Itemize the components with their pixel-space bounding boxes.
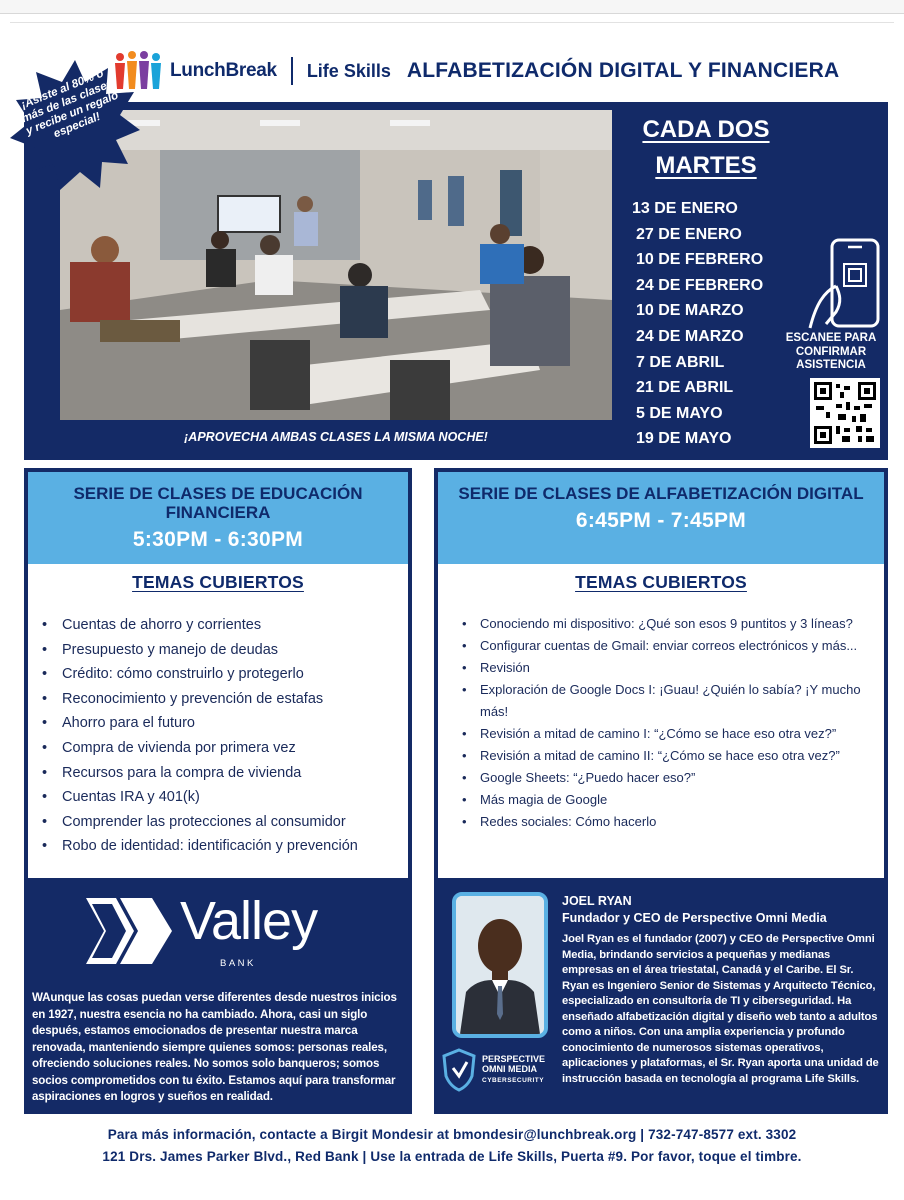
address-line: 121 Drs. James Parker Blvd., Red Bank | Use la entrada de Life Skills, Puerta #9. Por favor, toque el timbre. bbox=[102, 1149, 802, 1164]
list-item: • Exploración de Google Docs I: ¡Guau! ¿Quién lo sabía? ¡Y mucho más! bbox=[480, 679, 872, 723]
digital-topics-title: TEMAS CUBIERTOS bbox=[575, 572, 747, 592]
pom-logo-line2: OMNI MEDIA bbox=[482, 1064, 537, 1074]
financial-series-time: 5:30PM - 6:30PM bbox=[132, 528, 304, 551]
pom-logo-line1: PERSPECTIVE bbox=[482, 1054, 546, 1064]
phone-scan-icon bbox=[806, 238, 882, 330]
schedule-heading bbox=[636, 112, 776, 184]
tagline: ¡APROVECHA AMBAS CLASES LA MISMA NOCHE! bbox=[184, 430, 488, 444]
digital-series-time: 6:45PM - 7:45PM bbox=[575, 509, 747, 532]
date-item: 19 DE MAYO bbox=[636, 430, 732, 448]
sponsor-panel bbox=[24, 880, 412, 1114]
valley-bank-name: Valley bbox=[180, 891, 318, 951]
presenter-portrait bbox=[456, 896, 544, 1034]
program-name: Life Skills bbox=[306, 60, 391, 81]
list-item: • Revisión bbox=[480, 657, 872, 679]
list-item: • Conociendo mi dispositivo: ¿Qué son esos 9 puntitos y 3 líneas? bbox=[480, 613, 872, 635]
list-item: • Revisión a mitad de camino I: “¿Cómo se hace eso otra vez?” bbox=[480, 723, 872, 745]
list-item: • Configurar cuentas de Gmail: enviar correos electrónicos y más... bbox=[480, 635, 872, 657]
list-item: • Reconocimiento y prevención de estafas bbox=[62, 687, 408, 712]
valley-bank-logo-icon bbox=[86, 894, 172, 968]
list-item: • Más magia de Google bbox=[480, 789, 872, 811]
list-item: • Crédito: cómo construirlo y protegerlo bbox=[62, 662, 408, 687]
classroom-photo-image bbox=[60, 110, 612, 420]
date-item: 5 DE MAYO bbox=[636, 404, 723, 422]
frame-divider bbox=[10, 22, 894, 23]
classroom-photo bbox=[60, 110, 612, 420]
valley-bank-description: WAunque las cosas puedan verse diferentes desde nuestros inicios en 1927, nuestra esencia no ha cambiado. Ahora, casi un siglo después, estamos emocionados de presentar nuestra marca renovada, manteniendo siempre quienes somos: personas reales, ofreciendo soluciones reales. No somos solo banqueros; somos socios comprometidos con tu éxito. Estamos aquí para transformar aspiraciones en logros y sueños en realidad. bbox=[32, 991, 397, 1103]
date-item: 24 DE MARZO bbox=[636, 327, 744, 345]
digital-series-panel bbox=[434, 468, 888, 882]
digital-series-title: SERIE DE CLASES DE ALFABETIZACIÓN DIGITAL bbox=[458, 484, 864, 503]
list-item: • Compra de vivienda por primera vez bbox=[62, 736, 408, 761]
list-item: • Cuentas IRA y 401(k) bbox=[62, 785, 408, 810]
date-item: 27 DE ENERO bbox=[636, 225, 742, 243]
list-item: • Comprender las protecciones al consumidor bbox=[62, 810, 408, 835]
qr-code[interactable] bbox=[810, 378, 880, 448]
list-item: • Revisión a mitad de camino II: “¿Cómo se hace eso otra vez?” bbox=[480, 745, 872, 767]
financial-topics-box bbox=[28, 564, 408, 878]
digital-topics-list bbox=[480, 613, 872, 833]
financial-series-header bbox=[28, 472, 408, 564]
pom-logo-text bbox=[482, 1054, 545, 1086]
date-item: 21 DE ABRIL bbox=[636, 379, 734, 397]
contact-line: Para más información, contacte a Birgit Mondesir at bmondesir@lunchbreak.org | 732-747-8577 ext. 3302 bbox=[107, 1127, 797, 1142]
date-item: 10 DE FEBRERO bbox=[636, 251, 764, 269]
schedule-panel bbox=[24, 102, 888, 460]
qr-code-icon bbox=[814, 382, 876, 444]
list-item: • Recursos para la compra de vivienda bbox=[62, 761, 408, 786]
date-item: 10 DE MARZO bbox=[636, 302, 744, 320]
brand-name: LunchBreak bbox=[170, 60, 277, 81]
date-item: 13 DE ENERO bbox=[632, 200, 738, 217]
financial-series-title: SERIE DE CLASES DE EDUCACIÓN FINANCIERA bbox=[73, 484, 363, 522]
page-title: ALFABETIZACIÓN DIGITAL Y FINANCIERA bbox=[406, 59, 840, 82]
schedule-heading-line1: CADA DOS bbox=[642, 116, 770, 143]
list-item: • Robo de identidad: identificación y prevención bbox=[62, 834, 408, 859]
digital-topics-box bbox=[438, 564, 884, 878]
presenter-role: Fundador y CEO de Perspective Omni Media bbox=[562, 911, 827, 925]
header bbox=[112, 46, 892, 96]
presenter-photo bbox=[452, 892, 548, 1038]
presenter-panel bbox=[434, 880, 888, 1114]
financial-topics-title: TEMAS CUBIERTOS bbox=[132, 572, 304, 592]
date-list bbox=[632, 196, 796, 452]
list-item: • Redes sociales: Cómo hacerlo bbox=[480, 811, 872, 833]
financial-topics-list bbox=[62, 613, 408, 859]
digital-series-header bbox=[438, 472, 884, 564]
scan-instructions: ESCANEE PARA CONFIRMAR ASISTENCIA bbox=[785, 332, 877, 371]
presenter-bio: Joel Ryan es el fundador (2007) y CEO de Perspective Omni Media, brindando servicios a pequeñas y medianas empresas en el área triestatal, Canadá y el Caribe. El Sr. Ryan es Ingeniero Senior de Sistemas y Arquitecto Técnico, especializado en consultoría de TI y ciberseguridad. Ha enseñado alfabetización digital y diseño web tanto a adultos como a niños. Con una amplia experiencia y profundo conocimiento de numerosos sistemas operativos, aplicaciones y plataformas, el Sr. Ryan aporta una unidad de instrucción basada en tecnología al programa Life Skills. bbox=[562, 933, 879, 1085]
date-item: 24 DE FEBRERO bbox=[636, 276, 764, 294]
starburst-text: ¡Asiste al 80% o más de las clases y recibe un regalo especial! bbox=[19, 67, 121, 141]
pom-logo-line3: CYBERSECURITY bbox=[482, 1077, 545, 1084]
list-item: • Ahorro para el futuro bbox=[62, 711, 408, 736]
footer bbox=[0, 1124, 904, 1168]
schedule-heading-line2: MARTES bbox=[655, 152, 757, 179]
perspective-omni-media-logo bbox=[442, 1048, 554, 1100]
list-item: • Cuentas de ahorro y corrientes bbox=[62, 613, 408, 638]
presenter-name: JOEL RYAN bbox=[562, 894, 632, 908]
header-divider bbox=[291, 57, 293, 85]
date-item: 7 DE ABRIL bbox=[636, 353, 725, 371]
top-frame bbox=[0, 0, 904, 14]
list-item: • Google Sheets: “¿Puedo hacer eso?” bbox=[480, 767, 872, 789]
financial-series-panel bbox=[24, 468, 412, 882]
valley-bank-sub: BANK bbox=[220, 958, 256, 969]
shield-icon bbox=[442, 1048, 476, 1092]
list-item: • Presupuesto y manejo de deudas bbox=[62, 638, 408, 663]
